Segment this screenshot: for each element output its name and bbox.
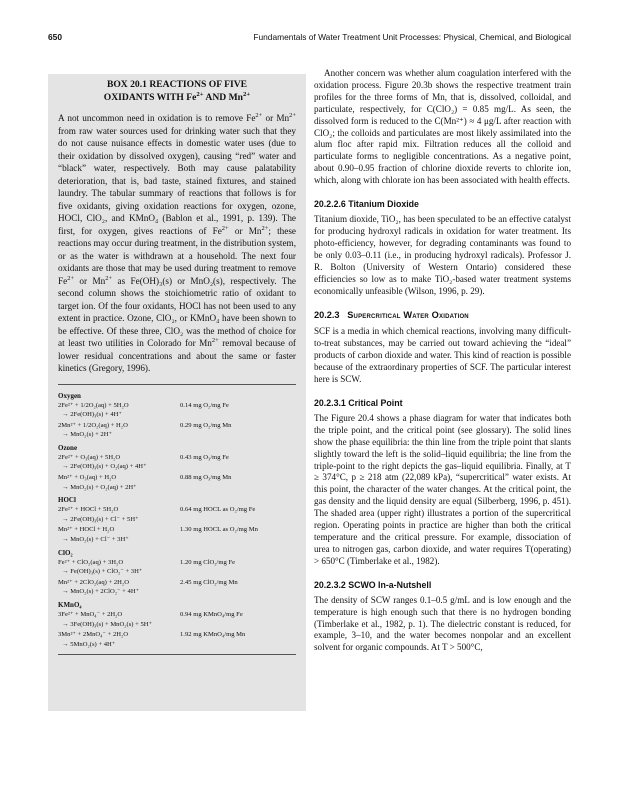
box-title-line1: BOX 20.1 REACTIONS OF FIVE	[106, 79, 248, 90]
oxidant-group	[58, 600, 298, 649]
oxidant-group	[58, 391, 298, 440]
text-run: or Mn	[262, 113, 290, 123]
page-number: 650	[48, 32, 62, 42]
section-number: 20.2.3	[314, 310, 340, 321]
reaction-products: → MnO₂(s) + O₂(aq) + 2H⁺	[62, 483, 137, 491]
reaction-equation: 2Fe²⁺ + HOCl + 5H₂O	[58, 506, 119, 514]
reaction-equation: 2Fe²⁺ + 1/2O₂(aq) + 5H₂O	[58, 401, 129, 409]
reaction-equation: Fe²⁺ + ClO₂(aq) + 3H₂O	[58, 558, 124, 566]
oxidant-name: Ozone	[58, 443, 78, 452]
paragraph-scwo: The density of SCW ranges 0.1–0.5 g/mL and is low enough and the temperature is high enough such that there is no hydrogen bonding (Timberlake et al., 1982, p. 1). The dielectric constant is reduced, for example, 3–10, and the water becomes nonpolar and an excellent solvent for organic compounds. At T > 500°C,	[314, 594, 571, 653]
reaction-products: → MnO₂(s) + 2ClO₂⁻ + 4H⁺	[62, 588, 140, 596]
superscript: 2+	[221, 224, 229, 232]
superscript: 2+	[289, 111, 296, 119]
reaction-row	[58, 421, 298, 431]
stoichiometric-ratio: 0.43 mg O₃/mg Fe	[180, 453, 229, 461]
superscript: 2+	[196, 90, 204, 98]
stoichiometric-ratio: 0.88 mg O₃/mg Mn	[180, 474, 232, 482]
reaction-equation: Mn²⁺ + 2ClO₂(aq) + 2H₂O	[58, 578, 129, 586]
text-run: or Mn	[74, 275, 106, 286]
reaction-equation: 2Fe²⁺ + O₃(aq) + 5H₂O	[58, 453, 121, 461]
reaction-row	[58, 558, 298, 568]
oxidant-name: HOCl	[58, 496, 76, 505]
paragraph-critical-point: The Figure 20.4 shows a phase diagram for water that indicates both the triple point, and the critical point (see glossary). The solid lines show the phase equilibria: the thin line from the triple point that slants slightly toward the left is the solid–liquid equilibria; the line from the triple-point to the right depicts the gas–liquid equilibria. Finally, at T ≥ 374°C, p ≥ 218 atm (22,089 kPa), “supercritical” water exists. At this point, the character of the water changes. At the critical point, the gas density and the liquid density are equal (Silberberg, 1996, p. 451). The shaded area (upper right) illustrates a portion of the supercritical region. Operating points in practice are higher than both the critical temperature and the critical pressure. For example, dissociation of urea to nitrogen gas, carbon dioxide, and water requires T(operating) > 650°C (Timberlake et al., 1982).	[314, 412, 571, 566]
box-title-line2	[62, 91, 292, 104]
oxidant-name: KMnO₄	[58, 601, 82, 609]
reaction-row	[58, 505, 298, 515]
oxidant-group	[58, 548, 298, 597]
reaction-products: → 2Fe(OH)₃(s) + Cl⁻ + 5H⁺	[62, 515, 139, 523]
box-divider	[58, 384, 296, 385]
reaction-equation: Mn²⁺ + O₃(aq) + H₂O	[58, 474, 117, 482]
heading-critical-point: 20.2.3.1 Critical Point	[314, 397, 403, 408]
reaction-table	[48, 391, 306, 650]
running-title: Fundamentals of Water Treatment Unit Processes: Physical, Chemical, and Biological	[253, 32, 571, 42]
box-title-text: OXIDANTS WITH Fe	[103, 92, 197, 103]
text-run: from raw water sources used for drinking water such that they do not cause nuisance effects in domestic water uses (due to their oxidation by dissolved oxygen), causing “red” water and “black” water, respectively. Both may cause palatability deterioration, that is, bad taste, stained fixtures, and stained laundry. The tabular summary of reactions that follows is for five oxidants, giving oxidation reactions for oxygen, ozone, HOCl, ClO₂, and KMnO₄ (Bablon et al., 1991, p. 139). The first, for oxygen, gives reactions of Fe	[58, 125, 296, 236]
stoichiometric-ratio: 1.30 mg HOCL as O₂/mg Mn	[180, 526, 258, 534]
stoichiometric-ratio: 1.92 mg KMnO₄/mg Mn	[180, 631, 246, 639]
stoichiometric-ratio: 0.29 mg O₂/mg Mn	[180, 421, 232, 429]
reaction-equation: 2Mn²⁺ + 1/2O₂(aq) + H₂O	[58, 421, 128, 429]
right-column	[314, 68, 571, 654]
box-title-text: AND Mn	[203, 92, 244, 103]
heading-scwo-in-a-nutshell: 20.2.3.2 SCWO In-a-Nutshell	[314, 579, 432, 590]
reaction-row	[58, 473, 298, 483]
superscript: 2+	[67, 274, 75, 282]
heading-supercritical-water-oxidation	[314, 310, 571, 320]
reaction-products: → 2Fe(OH)₃(s) + O₂(aq) + 4H⁺	[62, 463, 147, 471]
reaction-row	[58, 630, 298, 640]
superscript: 2+	[243, 90, 251, 98]
reaction-equation: Mn²⁺ + HOCl + H₂O	[58, 526, 115, 534]
stoichiometric-ratio: 0.64 mg HOCL as O₂/mg Fe	[180, 506, 256, 514]
reaction-equation: 3Mn²⁺ + 2MnO₄⁻ + 2H₂O	[58, 631, 129, 639]
oxidant-group	[58, 443, 298, 492]
oxidant-name: Oxygen	[58, 391, 81, 400]
heading-titanium-dioxide: 20.2.2.6 Titanium Dioxide	[314, 199, 419, 210]
paragraph-scf: SCF is a media in which chemical reactions, involving many difficult-to-treat substances, may be carried out toward achieving the “ideal” products of carbon dioxide and water. This kind of reaction is possible because of the extraordinary properties of SCF. The particular interest here is SCW.	[314, 326, 571, 385]
reaction-products: → 3Fe(OH)₃(s) + MnO₂(s) + 5H⁺	[62, 620, 153, 628]
oxidant-name: ClO₂	[58, 548, 73, 557]
reaction-products: → 2Fe(OH)₃(s) + 4H⁺	[62, 411, 122, 419]
reaction-products: → MnO₂(s) + 2H⁺	[62, 431, 112, 439]
text-run: or Mn	[228, 225, 262, 236]
text-run: removal because of lower residual concentrations and about the same or faster kinetics (Gregory, 1996).	[58, 338, 296, 373]
reaction-row	[58, 610, 298, 620]
text-run: as Fe(OH)₃(s) or MnO₂(s), respectively. The second column shows the stoichiometric ratio of oxidant to target ion. Of the four oxidants, HOCl has not been used to any extent in practice. Ozone, ClO₂, or KMnO₄ have been shown to be effective. Of these three, ClO₂ was the method of choice for at least two utilities in Colorado for Mn	[58, 275, 297, 348]
superscript: 2+	[255, 111, 263, 119]
stoichiometric-ratio: 2.45 mg ClO₂/mg Mn	[180, 578, 238, 586]
superscript: 2+	[211, 336, 219, 344]
reaction-row	[58, 578, 298, 588]
oxidant-group	[58, 495, 298, 544]
reaction-products: → 5MnO₂(s) + 4H⁺	[62, 640, 116, 648]
box-20-1	[48, 74, 306, 711]
reaction-row	[58, 525, 298, 535]
paragraph-titanium-dioxide: Titanium dioxide, TiO₂, has been speculated to be an effective catalyst for producing hydroxyl radicals in oxidation for water treatment. Its photo-efficiency, however, for degrading contaminants was found to be only 0.03–0.11 (i.e., in producing hydroxyl radicals). Professor J. R. Bolton (University of Western Ontario) considered these efficiencies so low as to make TiO₂-based water treatment systems economically unfeasible (Wilson, 1996, p. 29).	[314, 214, 571, 296]
stoichiometric-ratio: 1.20 mg ClO₂/mg Fe	[180, 558, 236, 566]
reaction-products: → MnO₂(s) + Cl⁻ + 3H⁺	[62, 536, 129, 544]
superscript: 2+	[105, 274, 113, 282]
reaction-equation: 3Fe²⁺ + MnO₄⁻ + 2H₂O	[58, 611, 123, 618]
stoichiometric-ratio: 0.94 mg KMnO₄/mg Fe	[180, 611, 243, 618]
superscript: 2+	[261, 224, 269, 232]
box-title	[48, 78, 306, 104]
reaction-row	[58, 453, 298, 463]
box-paragraph	[48, 112, 306, 375]
section-title: Supercritical Water Oxidation	[347, 310, 469, 321]
text-run: ; these reactions may occur during treatment, in the distribution system, or as the water is withdrawn at a household. The next four oxidants are those that may be used during treatment to remove Fe	[58, 225, 296, 286]
reaction-row	[58, 401, 298, 411]
text-run: A not uncommon need in oxidation is to remove Fe	[58, 113, 256, 123]
stoichiometric-ratio: 0.14 mg O₂/mg Fe	[180, 401, 229, 409]
box-bottom-divider	[58, 654, 296, 655]
paragraph-alum-coagulation: Another concern was whether alum coagulation interfered with the oxidation process. Figure 20.3b shows the respective treatment train profiles for the three forms of Mn, that is, dissolved, colloidal, and particulate, respectively, for C(ClO₂) = 0.85 mg/L. As seen, the dissolved form is reduced to the C(Mn²⁺) ≈ 4 μg/L after reaction with ClO₂; the colloids and particulates are most likely assimilated into the alum floc after rapid mix. Filtration reduces all the colloid and particulate forms to negligible concentrations. As a negative point, about 0.90–0.95 fraction of chlorine dioxide reverts to chlorite ion, which, along with chlorate ion has been associated with health effects.	[314, 68, 571, 186]
reaction-products: → Fe(OH)₃(s) + ClO₂⁻ + 3H⁺	[62, 568, 143, 576]
page-header	[48, 32, 571, 46]
